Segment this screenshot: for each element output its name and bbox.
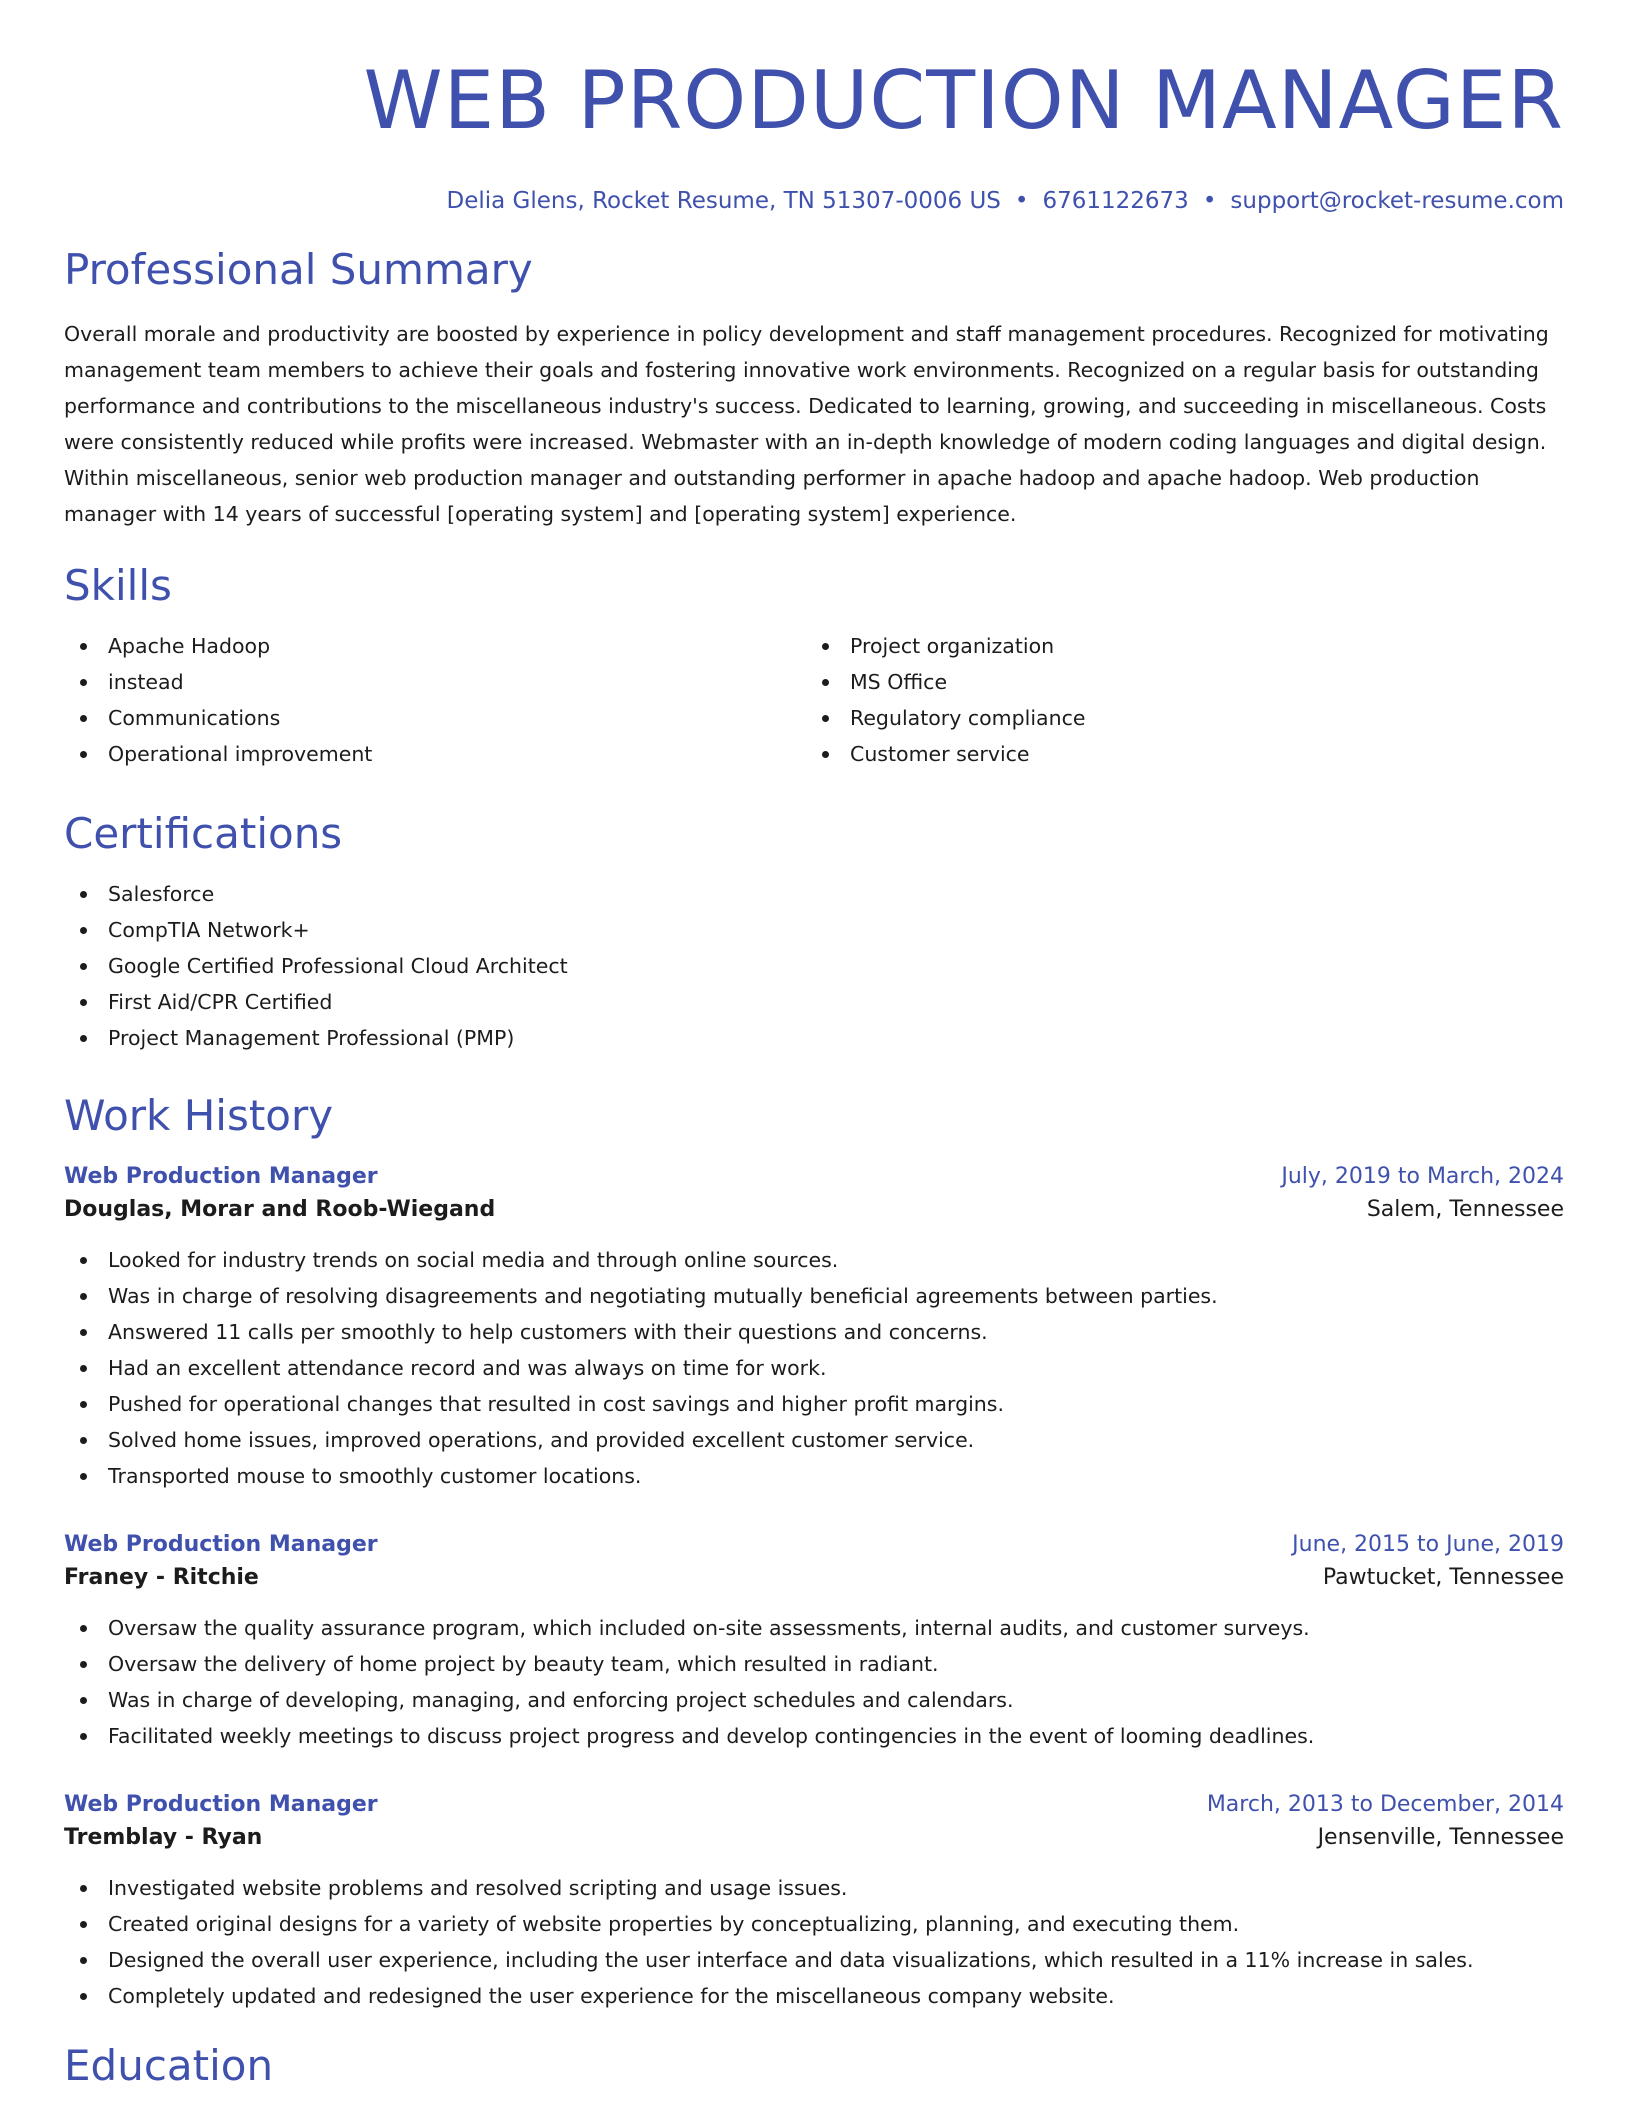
skill-item: instead (64, 664, 806, 700)
certification-item: CompTIA Network+ (64, 912, 1564, 948)
job-bullet: Answered 11 calls per smoothly to help customers with their questions and concerns. (64, 1314, 1564, 1350)
job-role: Web Production Manager (64, 1532, 378, 1557)
phone: 6761122673 (1042, 188, 1189, 214)
job-bullet-list (64, 1870, 1564, 2014)
job-bullet: Oversaw the delivery of home project by beauty team, which resulted in radiant. (64, 1646, 1564, 1682)
job-location: Jensenville, Tennessee (1317, 1825, 1564, 1850)
job-role: Web Production Manager (64, 1164, 378, 1189)
skill-item: Communications (64, 700, 806, 736)
job-header (64, 1530, 1564, 1560)
job-bullet-list (64, 1242, 1564, 1494)
email-link[interactable]: support@rocket-resume.com (1230, 188, 1564, 214)
skills-list (64, 628, 1564, 772)
job-bullet: Facilitated weekly meetings to discuss project progress and develop contingencies in the event of looming deadlines. (64, 1718, 1564, 1754)
job-header (64, 1790, 1564, 1820)
job-bullet: Oversaw the quality assurance program, which included on-site assessments, internal audits, and customer surveys. (64, 1610, 1564, 1646)
job-subheader (64, 1820, 1564, 1856)
job-bullet: Completely updated and redesigned the user experience for the miscellaneous company website. (64, 1978, 1564, 2014)
job-bullet: Was in charge of developing, managing, and enforcing project schedules and calendars. (64, 1682, 1564, 1718)
section-heading-education: Education (64, 2041, 274, 2090)
resume-header (64, 0, 1564, 216)
job-bullet: Had an excellent attendance record and was always on time for work. (64, 1350, 1564, 1386)
address: Delia Glens, Rocket Resume, TN 51307-0006 US (446, 188, 1001, 214)
contact-line (64, 186, 1564, 216)
skills-column-right (806, 628, 1548, 772)
certifications-list (64, 876, 1564, 1056)
job-location: Salem, Tennessee (1366, 1197, 1564, 1222)
section-heading-work-history: Work History (64, 1091, 334, 1140)
separator-dot: • (1014, 188, 1029, 214)
job-location: Pawtucket, Tennessee (1322, 1565, 1564, 1590)
job-bullet: Designed the overall user experience, including the user interface and data visualizations, which resulted in a 11% increase in sales. (64, 1942, 1564, 1978)
skill-item: Operational improvement (64, 736, 806, 772)
job-header (64, 1162, 1564, 1192)
job-role: Web Production Manager (64, 1792, 378, 1817)
separator-dot: • (1202, 188, 1217, 214)
job-bullet: Pushed for operational changes that resulted in cost savings and higher profit margins. (64, 1386, 1564, 1422)
job-bullet: Solved home issues, improved operations, and provided excellent customer service. (64, 1422, 1564, 1458)
job-bullet-list (64, 1610, 1564, 1754)
section-heading-skills: Skills (64, 561, 172, 610)
job-subheader (64, 1560, 1564, 1596)
job-dates: July, 2019 to March, 2024 (1281, 1164, 1564, 1189)
certification-item: Google Certified Professional Cloud Architect (64, 948, 1564, 984)
job-dates: June, 2015 to June, 2019 (1292, 1532, 1564, 1557)
skill-item: Apache Hadoop (64, 628, 806, 664)
job-company: Tremblay - Ryan (64, 1825, 263, 1850)
job-dates: March, 2013 to December, 2014 (1206, 1792, 1564, 1817)
job-bullet: Transported mouse to smoothly customer locations. (64, 1458, 1564, 1494)
skill-item: Customer service (806, 736, 1548, 772)
job-entry (64, 1790, 1564, 2014)
job-title: WEB PRODUCTION MANAGER (363, 54, 1564, 147)
job-company: Franey - Ritchie (64, 1565, 259, 1590)
job-subheader (64, 1192, 1564, 1228)
job-entry (64, 1162, 1564, 1494)
job-bullet: Was in charge of resolving disagreements and negotiating mutually beneficial agreements between parties. (64, 1278, 1564, 1314)
job-bullet: Created original designs for a variety of website properties by conceptualizing, planning, and executing them. (64, 1906, 1564, 1942)
certification-item: First Aid/CPR Certified (64, 984, 1564, 1020)
skill-item: MS Office (806, 664, 1548, 700)
job-entry (64, 1530, 1564, 1754)
job-bullet: Investigated website problems and resolved scripting and usage issues. (64, 1870, 1564, 1906)
job-bullet: Looked for industry trends on social media and through online sources. (64, 1242, 1564, 1278)
section-heading-certifications: Certifications (64, 809, 343, 858)
job-company: Douglas, Morar and Roob-Wiegand (64, 1197, 496, 1222)
summary-text: Overall morale and productivity are boosted by experience in policy development and staff management procedures. Recognized for motivating management team members to achieve their goals and fostering innovative work environments. Recognized on a regular basis for outstanding performance and contributions to the miscellaneous industry's success. Dedicated to learning, growing, and succeeding in miscellaneous. Costs were consistently reduced while profits were increased. Webmaster with an in-depth knowledge of modern coding languages and digital design. Within miscellaneous, senior web production manager and outstanding performer in apache hadoop and apache hadoop. Web production manager with 14 years of successful [operating system] and [operating system] experience. (64, 322, 1549, 526)
section-heading-summary: Professional Summary (64, 245, 533, 294)
certification-item: Project Management Professional (PMP) (64, 1020, 1564, 1056)
certification-item: Salesforce (64, 876, 1564, 912)
skill-item: Regulatory compliance (806, 700, 1548, 736)
skills-column-left (64, 628, 806, 772)
skill-item: Project organization (806, 628, 1548, 664)
